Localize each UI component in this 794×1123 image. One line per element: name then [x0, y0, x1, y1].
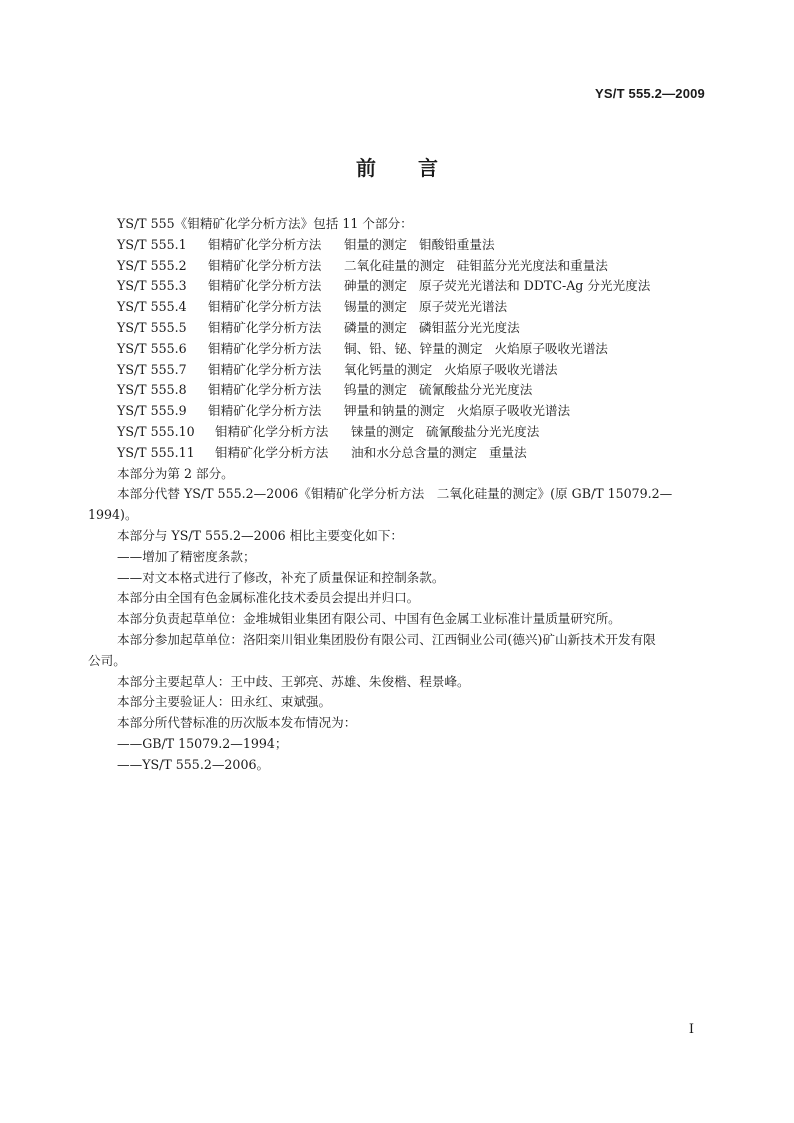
intro-paragraph: YS/T 555《钼精矿化学分析方法》包括 11 个部分：	[117, 216, 413, 231]
part-code: YS/T 555.2	[117, 257, 187, 273]
replaces-line-2: 1994)。	[88, 507, 138, 523]
part-item: 铜、铅、铋、锌量的测定	[344, 340, 483, 356]
part-series: 钼精矿化学分析方法	[208, 403, 322, 419]
replaces-paragraph	[88, 484, 706, 526]
list-item	[88, 401, 706, 422]
standard-code: YS/T 555.2—2009	[595, 86, 705, 101]
part-series: 钼精矿化学分析方法	[215, 444, 329, 460]
part-method: 钼酸铅重量法	[418, 236, 495, 252]
list-item: ——YS/T 555.2—2006。	[117, 756, 270, 772]
part-code: YS/T 555.7	[117, 361, 187, 377]
part-item: 砷量的测定	[344, 278, 407, 294]
list-item: ——GB/T 15079.2—1994；	[117, 735, 288, 751]
part-method: 重量法	[488, 444, 527, 460]
part-code: YS/T 555.11	[117, 444, 195, 460]
part-series: 钼精矿化学分析方法	[215, 423, 329, 439]
list-item	[88, 235, 706, 256]
list-item: ——对文本格式进行了修改，补充了质量保证和控制条款。	[117, 569, 445, 585]
page-title	[0, 152, 794, 181]
changes-intro: 本部分与 YS/T 555.2—2006 相比主要变化如下：	[117, 527, 404, 543]
part-item: 锡量的测定	[344, 299, 407, 315]
title-char-1: 前	[356, 156, 376, 180]
list-item	[88, 339, 706, 360]
part-method: 原子荧光光谱法	[418, 299, 508, 315]
list-item: ——增加了精密度条款；	[117, 548, 256, 564]
part-series: 钼精矿化学分析方法	[208, 382, 322, 398]
part-method: 硫氰酸盐分光光度法	[425, 423, 540, 439]
part-item: 钨量的测定	[344, 382, 407, 398]
list-item	[88, 297, 706, 318]
list-item	[88, 276, 706, 297]
parts-list	[88, 235, 706, 464]
part-item: 铼量的测定	[351, 423, 414, 439]
participating-units-paragraph	[88, 630, 706, 672]
part-code: YS/T 555.5	[117, 319, 187, 335]
verifiers-paragraph: 本部分主要验证人：田永红、束斌强。	[117, 694, 332, 710]
part-series: 钼精矿化学分析方法	[208, 319, 322, 335]
part-item: 钼量的测定	[344, 236, 407, 252]
part-series: 钼精矿化学分析方法	[208, 278, 322, 294]
list-item	[88, 422, 706, 443]
part-method: 火焰原子吸收光谱法	[456, 403, 571, 419]
part-method: 火焰原子吸收光谱法	[444, 361, 558, 377]
part-item: 油和水分总含量的测定	[351, 444, 477, 460]
this-part-paragraph: 本部分为第 2 部分。	[117, 465, 234, 481]
history-intro: 本部分所代替标准的历次版本发布情况为：	[117, 715, 357, 731]
part-code: YS/T 555.9	[117, 403, 187, 419]
part-series: 钼精矿化学分析方法	[208, 257, 322, 273]
list-item	[88, 256, 706, 277]
part-item: 磷量的测定	[344, 319, 407, 335]
page-number: I	[688, 1022, 694, 1037]
title-char-2: 言	[418, 156, 438, 180]
replaces-line-1: 本部分代替 YS/T 555.2—2006《钼精矿化学分析方法 二氧化硅量的测定》(原 GB/T 15079.2—	[117, 486, 673, 502]
drafting-unit-paragraph: 本部分负责起草单位：金堆城钼业集团有限公司、中国有色金属工业标准计量质量研究所。	[117, 611, 621, 627]
part-series: 钼精矿化学分析方法	[208, 361, 322, 377]
part-code: YS/T 555.10	[117, 423, 195, 439]
part-code: YS/T 555.6	[117, 340, 187, 356]
part-series: 钼精矿化学分析方法	[208, 299, 322, 315]
participating-units-line-2: 公司。	[88, 652, 126, 668]
proposed-by-paragraph: 本部分由全国有色金属标准化技术委员会提出并归口。	[117, 590, 420, 606]
part-code: YS/T 555.1	[117, 236, 187, 252]
part-method: 硅钼蓝分光光度法和重量法	[456, 257, 608, 273]
list-item	[88, 318, 706, 339]
list-item	[88, 360, 706, 381]
part-code: YS/T 555.4	[117, 299, 187, 315]
part-item: 二氧化硅量的测定	[344, 257, 445, 273]
part-method: 原子荧光光谱法和 DDTC-Ag 分光光度法	[418, 278, 651, 294]
participating-units-line-1: 本部分参加起草单位：洛阳栾川钼业集团股份有限公司、江西铜业公司(德兴)矿山新技术开发有限	[117, 631, 656, 647]
list-item	[88, 443, 706, 464]
part-series: 钼精矿化学分析方法	[208, 340, 322, 356]
drafters-paragraph: 本部分主要起草人：王中歧、王郭亮、苏雄、朱俊楷、程景峰。	[117, 673, 470, 689]
list-item	[88, 380, 706, 401]
foreword-body	[88, 214, 706, 776]
part-series: 钼精矿化学分析方法	[208, 236, 322, 252]
part-item: 氧化钙量的测定	[344, 361, 433, 377]
part-item: 钾量和钠量的测定	[344, 403, 445, 419]
part-method: 硫氰酸盐分光光度法	[418, 382, 533, 398]
part-code: YS/T 555.3	[117, 278, 187, 294]
part-method: 磷钼蓝分光光度法	[418, 319, 520, 335]
part-code: YS/T 555.8	[117, 382, 187, 398]
part-method: 火焰原子吸收光谱法	[494, 340, 608, 356]
